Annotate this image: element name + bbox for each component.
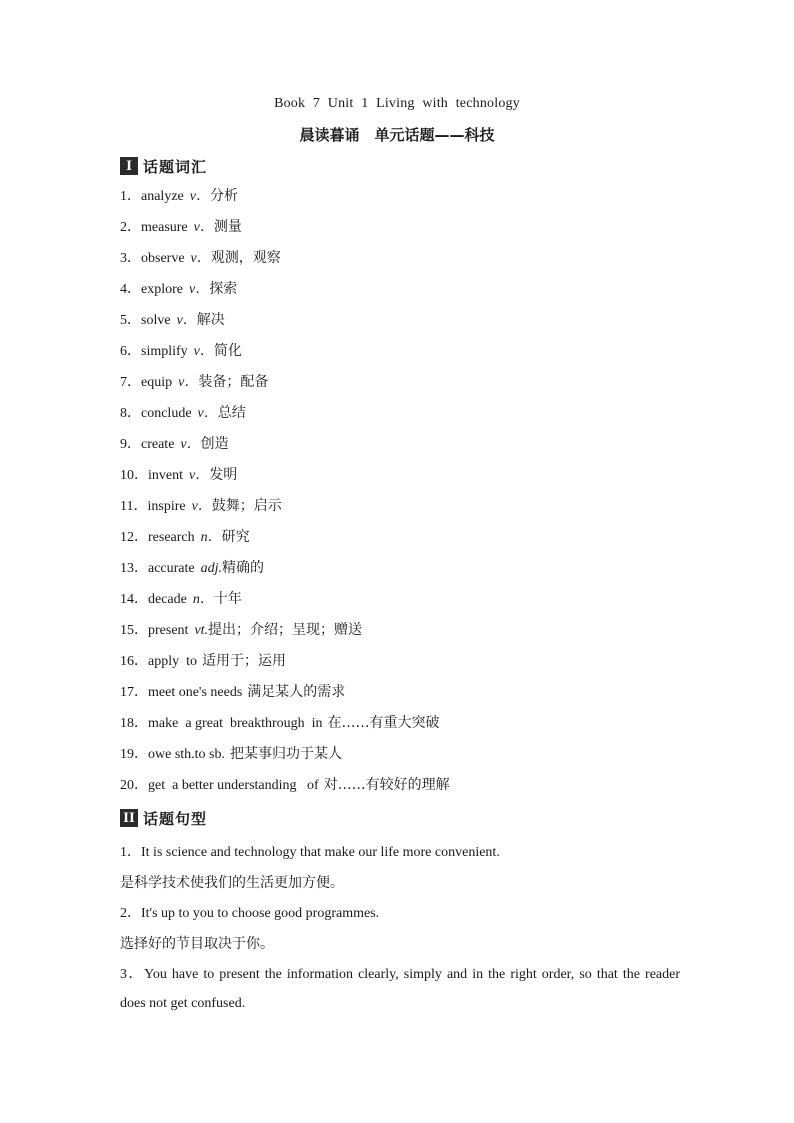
vocab-part-of-speech: n． [192,592,214,607]
vocab-word: analyze [141,189,184,204]
sentence-english [120,960,680,1018]
vocab-number: 18． [120,716,148,731]
vocab-meaning: 装备；配备 [198,374,269,390]
vocab-word: research [148,530,195,545]
document-title: Book 7 Unit 1 Living with technology [274,96,520,111]
vocab-word: present [148,623,189,638]
vocabulary-list [120,184,450,804]
vocab-item [120,463,450,494]
vocab-item [120,711,450,742]
vocab-item [120,742,450,773]
vocab-meaning: 创造 [200,436,229,452]
vocab-item [120,525,450,556]
vocab-meaning: 提出；介绍；呈现；赠送 [208,622,363,638]
sentence-text: It's up to you to choose good programmes. [141,906,380,921]
vocab-meaning: 在……有重大突破 [327,715,440,731]
vocab-word: accurate [148,561,195,576]
vocab-item [120,184,450,215]
vocab-number: 6． [120,344,141,359]
sentence-text: It is science and technology that make our life more convenient. [141,845,500,860]
vocab-part-of-speech: v． [188,282,210,297]
section-numeral-badge: II [120,809,138,827]
section-label: 话题词汇 [143,157,208,176]
vocab-item [120,277,450,308]
vocab-item [120,215,450,246]
vocab-number: 10． [120,468,148,483]
vocab-word: create [141,437,175,452]
vocab-number: 19． [120,747,148,762]
sentence-english [120,899,680,928]
vocab-part-of-speech: vt. [194,623,209,638]
section-sentences-heading [120,808,207,828]
vocab-meaning: 简化 [213,343,242,359]
vocab-word: simplify [141,344,188,359]
vocab-number: 2． [120,220,141,235]
section-label: 话题句型 [143,809,208,828]
vocab-meaning: 精确的 [222,560,265,576]
vocab-word: decade [148,592,187,607]
vocab-item [120,246,450,277]
sentence-english [120,838,680,867]
vocab-number: 14． [120,592,148,607]
sentence-translation: 是科学技术使我们的生活更加方便。 [120,875,344,891]
vocab-item [120,680,450,711]
vocab-number: 1． [120,189,141,204]
vocab-number: 5． [120,313,141,328]
vocab-number: 20． [120,778,148,793]
vocab-word: get a better understanding of [148,778,319,793]
vocab-number: 7． [120,375,141,390]
sentence-number: 2． [120,906,141,921]
vocab-item [120,432,450,463]
vocab-meaning: 总结 [217,405,246,421]
vocab-item [120,370,450,401]
vocab-meaning: 测量 [213,219,242,235]
vocab-part-of-speech: v． [190,251,211,266]
vocab-part-of-speech: adj. [200,561,223,576]
vocab-part-of-speech: v． [176,313,197,328]
vocab-part-of-speech: v． [189,468,210,483]
vocab-meaning: 鼓舞；启示 [211,498,282,514]
vocab-part-of-speech: n． [200,530,222,545]
vocab-word: observe [141,251,185,266]
vocab-part-of-speech: v． [180,437,201,452]
vocab-item [120,308,450,339]
section-vocabulary-heading [120,156,207,176]
vocab-item [120,339,450,370]
vocab-number: 8． [120,406,141,421]
vocab-meaning: 研究 [221,529,250,545]
vocab-meaning: 十年 [213,591,242,607]
vocab-word: inspire [147,499,186,514]
vocab-part-of-speech: v． [193,220,214,235]
vocab-item [120,494,450,525]
document-subtitle: 晨读暮诵 单元话题——科技 [299,126,495,144]
vocab-item [120,556,450,587]
vocab-number: 15． [120,623,148,638]
vocab-meaning: 发明 [209,467,238,483]
vocab-number: 13． [120,561,148,576]
vocab-word: conclude [141,406,192,421]
vocab-meaning: 分析 [209,188,238,204]
vocab-number: 17． [120,685,148,700]
vocab-word: solve [141,313,171,328]
vocab-word: meet one's needs [148,685,243,700]
vocab-word: equip [141,375,173,390]
vocab-number: 9． [120,437,141,452]
vocab-number: 16． [120,654,148,669]
vocab-item [120,587,450,618]
vocab-part-of-speech: v． [178,375,199,390]
section-numeral-badge: I [120,157,138,175]
sentence-number: 1． [120,845,141,860]
vocab-part-of-speech: v． [193,344,214,359]
vocab-item [120,773,450,804]
sentence-list [120,838,680,1018]
vocab-meaning: 解决 [196,312,225,328]
vocab-word: apply to [148,654,197,669]
vocab-part-of-speech: v． [189,189,210,204]
sentence-number: 3． [120,967,145,982]
vocab-number: 4． [120,282,141,297]
vocab-part-of-speech: v． [197,406,218,421]
vocab-word: owe sth.to sb. [148,747,225,762]
vocab-part-of-speech: v． [191,499,212,514]
vocab-meaning: 把某事归功于某人 [230,746,342,762]
vocab-number: 11． [120,499,148,514]
vocab-word: make a great breakthrough in [148,716,323,731]
vocab-item [120,618,450,649]
sentence-translation: 选择好的节目取决于你。 [120,936,274,952]
vocab-meaning: 探索 [209,281,238,297]
sentence-text: You have to present the information clearly, simply and in the right order, so that the reader does not get confused. [120,967,680,1011]
vocab-word: measure [141,220,188,235]
vocab-meaning: 适用于；运用 [202,653,286,669]
vocab-meaning: 对……有较好的理解 [323,777,450,793]
vocab-word: invent [148,468,183,483]
vocab-word: explore [141,282,183,297]
vocab-meaning: 观测，观察 [210,250,281,266]
vocab-number: 3． [120,251,141,266]
vocab-item [120,649,450,680]
vocab-meaning: 满足某人的需求 [247,684,346,700]
vocab-number: 12． [120,530,148,545]
vocab-item [120,401,450,432]
